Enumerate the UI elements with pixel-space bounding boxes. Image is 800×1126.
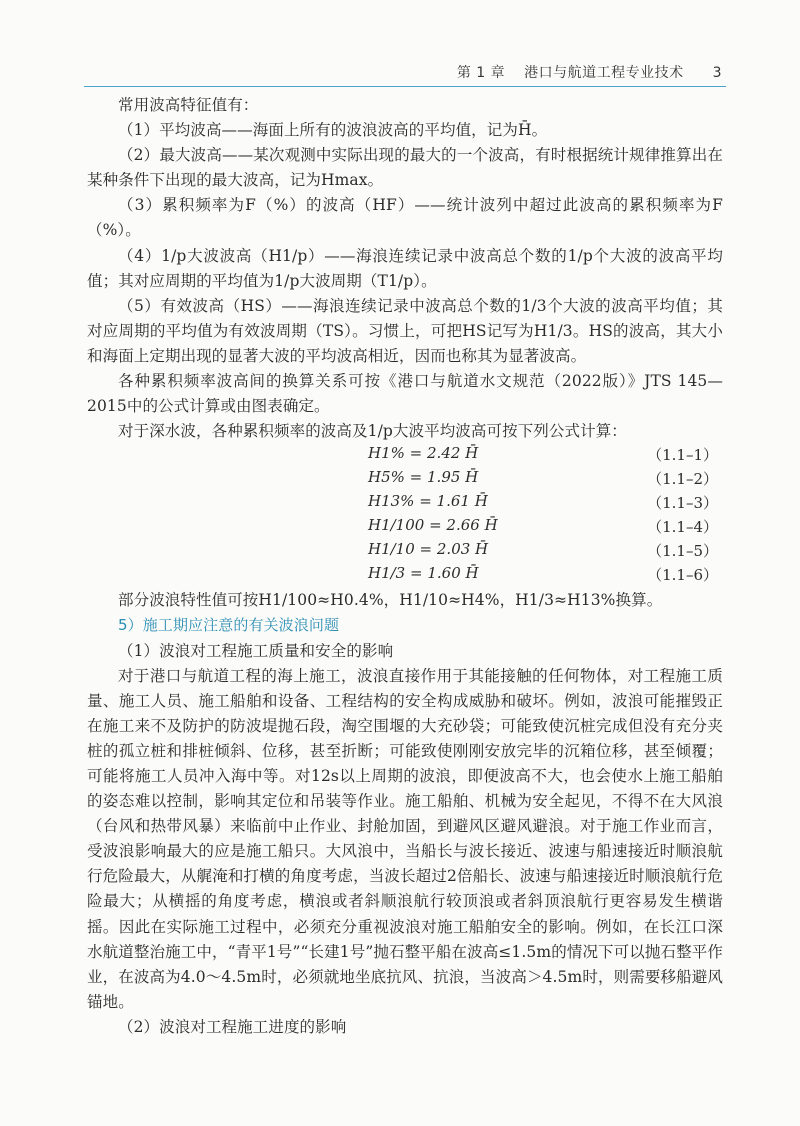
equation-lhs: H1/3	[368, 564, 406, 583]
header-rule	[84, 86, 726, 87]
equation-number: （1.1–1）	[647, 446, 718, 465]
paragraph-item-1: （1）平均波高——海面上所有的波浪波高的平均值，记为H̄。	[118, 121, 548, 140]
equation-rhs: = 1.60 H̄	[410, 564, 479, 583]
equation-rhs: = 1.95 H̄	[409, 468, 479, 487]
equation-lhs: H1/10	[368, 540, 415, 559]
equation-lhs: H1%	[368, 444, 405, 463]
equation-rhs: = 1.61 H̄	[419, 492, 488, 511]
paragraph-item-3: （3）累积频率为F（%）的波高（HF）——统计波列中超过此波高的累积频率为F（%）。	[87, 196, 723, 240]
paragraph-conversion: 各种累积频率波高间的换算关系可按《港口与航道水文规范（2022版）》JTS 145—2015中的公式计算或由图表确定。	[87, 372, 723, 416]
equation-row	[0, 444, 800, 468]
paragraph-item-4: （4）1/p大波波高（H1/p）——海浪连续记录中波高总个数的1/p个大波的波高平均值；其对应周期的平均值为1/p大波周期（T1/p）。	[87, 246, 723, 290]
equation-number: （1.1–2）	[647, 470, 718, 489]
paragraph-item-2: （2）最大波高——某次观测中实际出现的最大的一个波高，有时根据统计规律推算出在某种条件下出现的最大波高，记为Hmax。	[87, 146, 723, 190]
paragraph-deepwater: 对于深水波，各种累积频率的波高及1/p大波平均波高可按下列公式计算：	[118, 422, 627, 441]
equation-lhs: H1/100	[368, 516, 425, 535]
equation-lhs: H13%	[368, 492, 415, 511]
equation-rhs: = 2.03 H̄	[419, 540, 489, 559]
section-heading: 5）施工期应注意的有关波浪问题	[118, 616, 340, 635]
equation-row	[0, 492, 800, 516]
paragraph-intro: 常用波高特征值有：	[118, 96, 259, 114]
chapter-label: 第 1 章	[456, 65, 506, 81]
equation-row	[0, 468, 800, 492]
paragraph-construction-impact: 对于港口与航道工程的海上施工，波浪直接作用于其能接触的任何物体，对工程施工质量、施工人员、施工船舶和设备、工程结构的安全构成威胁和破坏。例如，波浪可能摧毁正在施工来不及防护的防波堤抛石段，淘空围堰的大充砂袋；可能致使沉桩完成但没有充分夹桩的孤立桩和排桩倾斜、位移，甚至折断；可能致使刚刚安放完毕的沉箱位移，甚至倾覆；可能将施工人员冲入海中等。对12s以上周期的波浪，即便波高不大，也会使水上施工船舶的姿态难以控制，影响其定位和吊装等作业。施工船舶、机械为安全起见，不得不在大风浪（台风和热带风暴）来临前中止作业、封舱加固，到避风区避风避浪。对于施工作业而言，受波浪影响最大的应是施工船只。大风浪中，当船长与波长接近、波速与船速接近时顺浪航行危险最大，从艉淹和打横的角度考虑，当波长超过2倍船长、波速与船速接近时顺浪航行危险最大；从横摇的角度考虑，横浪或者斜顺浪航行较顶浪或者斜顶浪航行更容易发生横谐摇。因此在实际施工过程中，必须充分重视波浪对施工船舶安全的影响。例如，在长江口深水航道整治施工中，“青平1号”“长建1号”抛石整平船在波高≤1.5m的情况下可以抛石整平作业，在波高为4.0～4.5m时，必须就地坐底抗风、抗浪，当波高＞4.5m时，则需要移船避风锚地。	[87, 666, 723, 1011]
paragraph-item-5: （5）有效波高（HS）——海浪连续记录中波高总个数的1/3个大波的波高平均值；其对应周期的平均值为有效波周期（TS）。习惯上，可把HS记写为H1/3。HS的波高，其大小和海面上定期出现的显著大波的平均波高相近，因而也称其为显著波高。	[87, 296, 723, 365]
equation-number: （1.1–6）	[647, 566, 718, 585]
equation-number: （1.1–3）	[647, 494, 718, 513]
equation-number: （1.1–4）	[647, 518, 718, 537]
equation-row	[0, 564, 800, 588]
chapter-title: 港口与航道工程专业技术	[524, 65, 684, 81]
running-header	[457, 62, 722, 82]
page-header	[0, 0, 800, 86]
equation-number: （1.1–5）	[647, 542, 718, 561]
equation-lhs: H5%	[368, 468, 405, 487]
subheading-quality-safety: （1）波浪对工程施工质量和安全的影响	[118, 641, 394, 660]
equation-rhs: = 2.66 H̄	[429, 516, 498, 535]
equation-rhs: = 2.42 H̄	[409, 444, 479, 463]
equation-row	[0, 540, 800, 564]
paragraph-approximation: 部分波浪特性值可按H1/100≈H0.4%，H1/10≈H4%，H1/3≈H13%换算。	[118, 591, 663, 610]
page-content	[0, 93, 800, 1040]
page-number: 3	[712, 65, 722, 81]
equation-row	[0, 516, 800, 540]
subheading-progress: （2）波浪对工程施工进度的影响	[118, 1017, 347, 1036]
